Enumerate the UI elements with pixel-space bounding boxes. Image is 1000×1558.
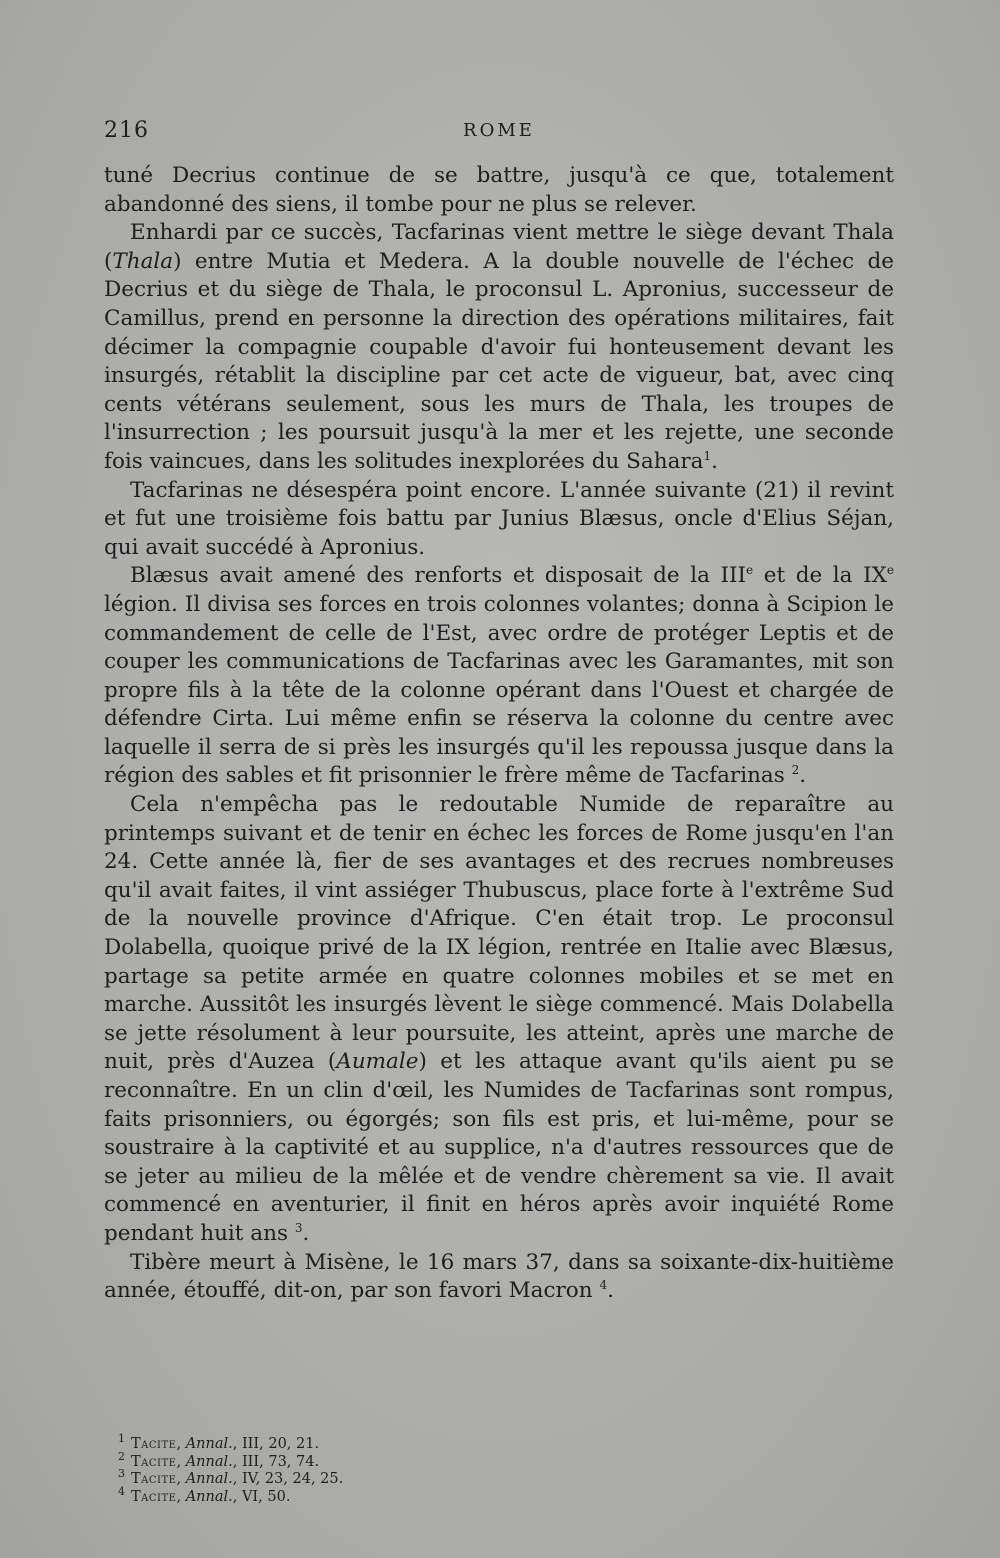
text-segment: ) entre Mutia et Medera. A la double nouvelle de l'échec de Decrius et du siège de Thala, le proconsul L. Apronius, successeur de Camillus, prend en personne la direction des opérations militaires, fait décimer la compagnie coupable d'avoir fui honteusement devant les insurgés, rétablit la discipline par cet acte de vigueur, bat, avec cinq cents vétérans seulement, sous les murs de Thala, les troupes de l'insurrection ; les poursuit jusqu'à la mer et les rejette, une seconde fois vaincues, dans les solitudes inexplorées du Sahara [104, 248, 894, 474]
footnote-reference: III, 73, 74. [241, 1453, 320, 1470]
footnote: $^1$ Tacite, Annal., III, 20, 21. [118, 1432, 320, 1452]
footnote: $^4$ Tacite, Annal., VI, 50. [118, 1484, 291, 1505]
superscript: e [886, 563, 894, 578]
footnote-author: Tacite [131, 1436, 177, 1452]
paragraph [104, 562, 894, 791]
footnote-work: Annal. [185, 1488, 233, 1505]
footnote-number: 2 [118, 1449, 125, 1463]
text-segment: . [711, 448, 718, 474]
page-header [104, 118, 894, 150]
superscript: 2 [791, 763, 800, 778]
footnote-author: Tacite [131, 1488, 177, 1505]
text-segment: Tacfarinas ne désespéra point encore. L'année suivante (21) il revint et fut une troisième fois battu par Junius Blæsus, oncle d'Elius Séjan, qui avait succédé à Apronius. [104, 477, 894, 560]
superscript: 3 [294, 1220, 303, 1235]
text-segment: Tibère meurt à Misène, le 16 mars 37, dans sa soixante-dix-huitième année, étouffé, dit-on, par son favori Macron [104, 1249, 894, 1304]
text-segment: Enhardi par ce succès, Tacfarinas vient mettre le siège devant Thala ( [104, 220, 894, 274]
footnote-reference: III, 20, 21. [241, 1436, 320, 1452]
italic-text: Thala [112, 248, 174, 274]
footnote-work: Annal. [185, 1471, 233, 1487]
text-segment: . [302, 1220, 310, 1246]
footnote-reference: VI, 50. [241, 1488, 291, 1505]
text-segment: Blæsus avait amené des renforts et disposait de la III [130, 563, 747, 589]
paragraph [104, 219, 894, 476]
footnote: $^3$ Tacite, Annal., IV, 23, 24, 25. [118, 1467, 344, 1487]
paragraph [104, 162, 894, 219]
superscript: 1 [703, 448, 712, 463]
body-text [104, 162, 894, 1306]
text-segment: ) et les attaque avant qu'ils aient pu se reconnaître. En un clin d'œil, les Numides de Tacfarinas sont rompus, faits prisonniers, ou égorgés; son fils est pris, et lui-même, pour se soustraire à la captivité et au supplice, n'a d'autres ressources que de se jeter au milieu de la mêlée et de vendre chèrement sa vie. Il avait commencé en aventurier, il finit en héros après avoir inquiété Rome pendant huit ans [104, 1049, 895, 1246]
footnote-number: 3 [118, 1467, 125, 1481]
footnote-number: 4 [118, 1484, 125, 1498]
text-segment: légion. Il divisa ses forces en trois colonnes volantes; donna à Scipion le commandement de celle de l'Est, avec ordre de protéger Leptis et de couper les communications de Tacfarinas avec les Garamantes, mit son propre fils à la tête de la colonne opérant dans l'Ouest et chargée de défendre Cirta. Lui même enfin se réserva la colonne du centre avec laquelle il serra de si près les insurgés qu'il les repoussa jusque dans la région des sables et fit prisonnier le frère même de Tacfarinas [104, 591, 894, 789]
text-segment: . [799, 763, 807, 789]
paragraph [104, 477, 894, 563]
footnote-author: Tacite [131, 1453, 177, 1470]
text-segment: . [607, 1278, 614, 1304]
paragraph [104, 791, 894, 1249]
footnote: $^2$ Tacite, Annal., III, 73, 74. [118, 1449, 320, 1470]
paragraph [104, 1249, 894, 1306]
italic-text: Aumale [336, 1049, 419, 1075]
running-head: ROME [463, 120, 535, 141]
footnote-number: 1 [118, 1432, 125, 1446]
footnotes [118, 1432, 718, 1506]
text-segment: tuné Decrius continue de se battre, jusqu'à ce que, totalement abandonné des siens, il tombe pour ne plus se relever. [104, 163, 894, 217]
footnote-author: Tacite [131, 1471, 177, 1487]
footnote-work: Annal. [185, 1436, 233, 1452]
text-segment: Cela n'empêcha pas le redoutable Numide de reparaître au printemps suivant et de tenir en échec les forces de Rome jusqu'en l'an 24. Cette année là, fier de ses avantages et des recrues nombreuses qu'il avait faites, il vint assiéger Thubuscus, place forte à l'extrême Sud de la nouvelle province d'Afrique. C'en était trop. Le proconsul Dolabella, quoique privé de la IX légion, rentrée en Italie avec Blæsus, partage sa petite armée en quatre colonnes mobiles et se met en marche. Aussitôt les insurgés lèvent le siège commencé. Mais Dolabella se jette résolument à leur poursuite, les atteint, après une marche de nuit, près d'Auzea ( [104, 792, 894, 1075]
footnote-reference: IV, 23, 24, 25. [241, 1471, 344, 1487]
text-segment: et de la IX [753, 563, 887, 589]
superscript: 4 [599, 1278, 608, 1292]
page-number: 216 [104, 118, 149, 143]
footnote-work: Annal. [185, 1453, 233, 1470]
superscript: e [746, 563, 754, 578]
